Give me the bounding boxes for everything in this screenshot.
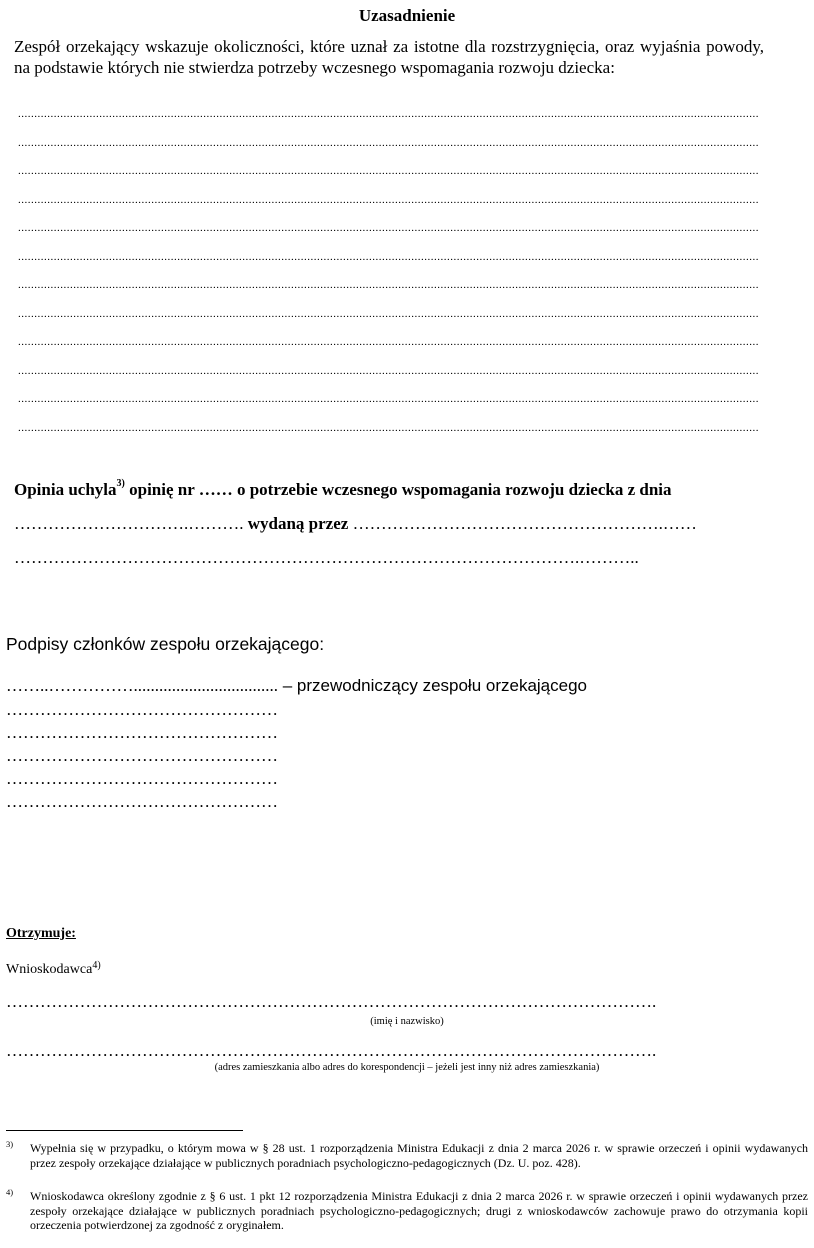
fill-line[interactable] <box>18 222 758 234</box>
issued-by-label: wydaną przez <box>247 514 349 533</box>
footnote-text: Wypełnia się w przypadku, o którym mowa w § 28 ust. 1 rozporządzenia Ministra Edukacji z dnia 2 marca 2026 r. w sprawie orzeczeń i opinii wydawanych przez zespoły orzekające działające w publicznych poradniach psychologiczno-pedagogicznych (Dz. U. poz. 428). <box>30 1141 808 1170</box>
footnote-ref: 4) <box>92 960 101 971</box>
footnote-ref: 3) <box>116 478 125 489</box>
applicant-text: Wnioskodawca <box>6 962 93 977</box>
fill-line[interactable] <box>18 336 758 348</box>
fill-line[interactable] <box>18 165 758 177</box>
chair-label: – przewodniczący zespołu orzekającego <box>278 676 588 695</box>
justification-intro: Zespół orzekający wskazuje okoliczności, które uznał za istotne dla rozstrzygnięcia, oraz wyjaśnia powody, na podstawie których nie stwierdza potrzeby wczesnego wspomagania rozwoju dziecka: <box>14 37 764 77</box>
opinion-text: Opinia uchyla <box>14 480 117 499</box>
fill-line[interactable] <box>18 279 758 291</box>
opinion-text: opinię nr …… o potrzebie wczesnego wspomagania rozwoju dziecka z dnia <box>124 480 672 499</box>
member-signature-field[interactable]: ………………………………………… <box>6 700 278 719</box>
recipients-heading: Otrzymuje: <box>6 926 76 941</box>
chair-signature-field[interactable]: ……..…………….................................. <box>6 676 278 695</box>
fill-line[interactable] <box>18 422 758 434</box>
issuer-field-continued[interactable]: ……………………………………………………………………………………….……….. <box>14 548 639 567</box>
applicant-name-field[interactable]: ……………………………………………………………………………………………………. <box>6 992 657 1011</box>
name-caption: (imię i nazwisko) <box>370 1016 444 1027</box>
footnote-number: 4) <box>6 1187 14 1197</box>
member-signature-field[interactable]: ………………………………………… <box>6 769 278 788</box>
chair-signature-row <box>6 676 587 696</box>
address-caption: (adres zamieszkania albo adres do korespondencji – jeżeli jest inny niż adres zamieszkania) <box>214 1062 600 1073</box>
member-signature-field[interactable]: ………………………………………… <box>6 723 278 742</box>
opinion-date-issuer <box>14 514 697 534</box>
date-field[interactable]: ………………………….………. <box>14 514 248 533</box>
issuer-field[interactable]: ……………………………………………….…… <box>348 514 697 533</box>
fill-line[interactable] <box>18 194 758 206</box>
fill-line[interactable] <box>18 251 758 263</box>
fill-line[interactable] <box>18 308 758 320</box>
document-title: Uzasadnienie <box>358 6 456 25</box>
fill-line[interactable] <box>18 393 758 405</box>
applicant-address-field[interactable]: ……………………………………………………………………………………………………. <box>6 1041 657 1060</box>
fill-line[interactable] <box>18 108 758 120</box>
fill-line[interactable] <box>18 137 758 149</box>
applicant-label <box>6 962 101 978</box>
opinion-revocation <box>14 480 672 500</box>
footnote-separator <box>6 1130 243 1131</box>
member-signature-field[interactable]: ………………………………………… <box>6 746 278 765</box>
footnote-number: 3) <box>6 1139 14 1149</box>
member-signature-field[interactable]: ………………………………………… <box>6 792 278 811</box>
footnote-text: Wnioskodawca określony zgodnie z § 6 ust. 1 pkt 12 rozporządzenia Ministra Edukacji z dnia 2 marca 2026 r. w sprawie orzeczeń i opinii wydawanych przez zespoły orzekające działające w publicznych poradniach psychologiczno-pedagogicznych; drugi z wnioskodawców zachowuje prawo do otrzymania kopii orzeczenia potwierdzonej za zgodność z oryginałem. <box>30 1189 808 1232</box>
signatures-heading: Podpisy członków zespołu orzekającego: <box>6 634 325 654</box>
fill-line[interactable] <box>18 365 758 377</box>
